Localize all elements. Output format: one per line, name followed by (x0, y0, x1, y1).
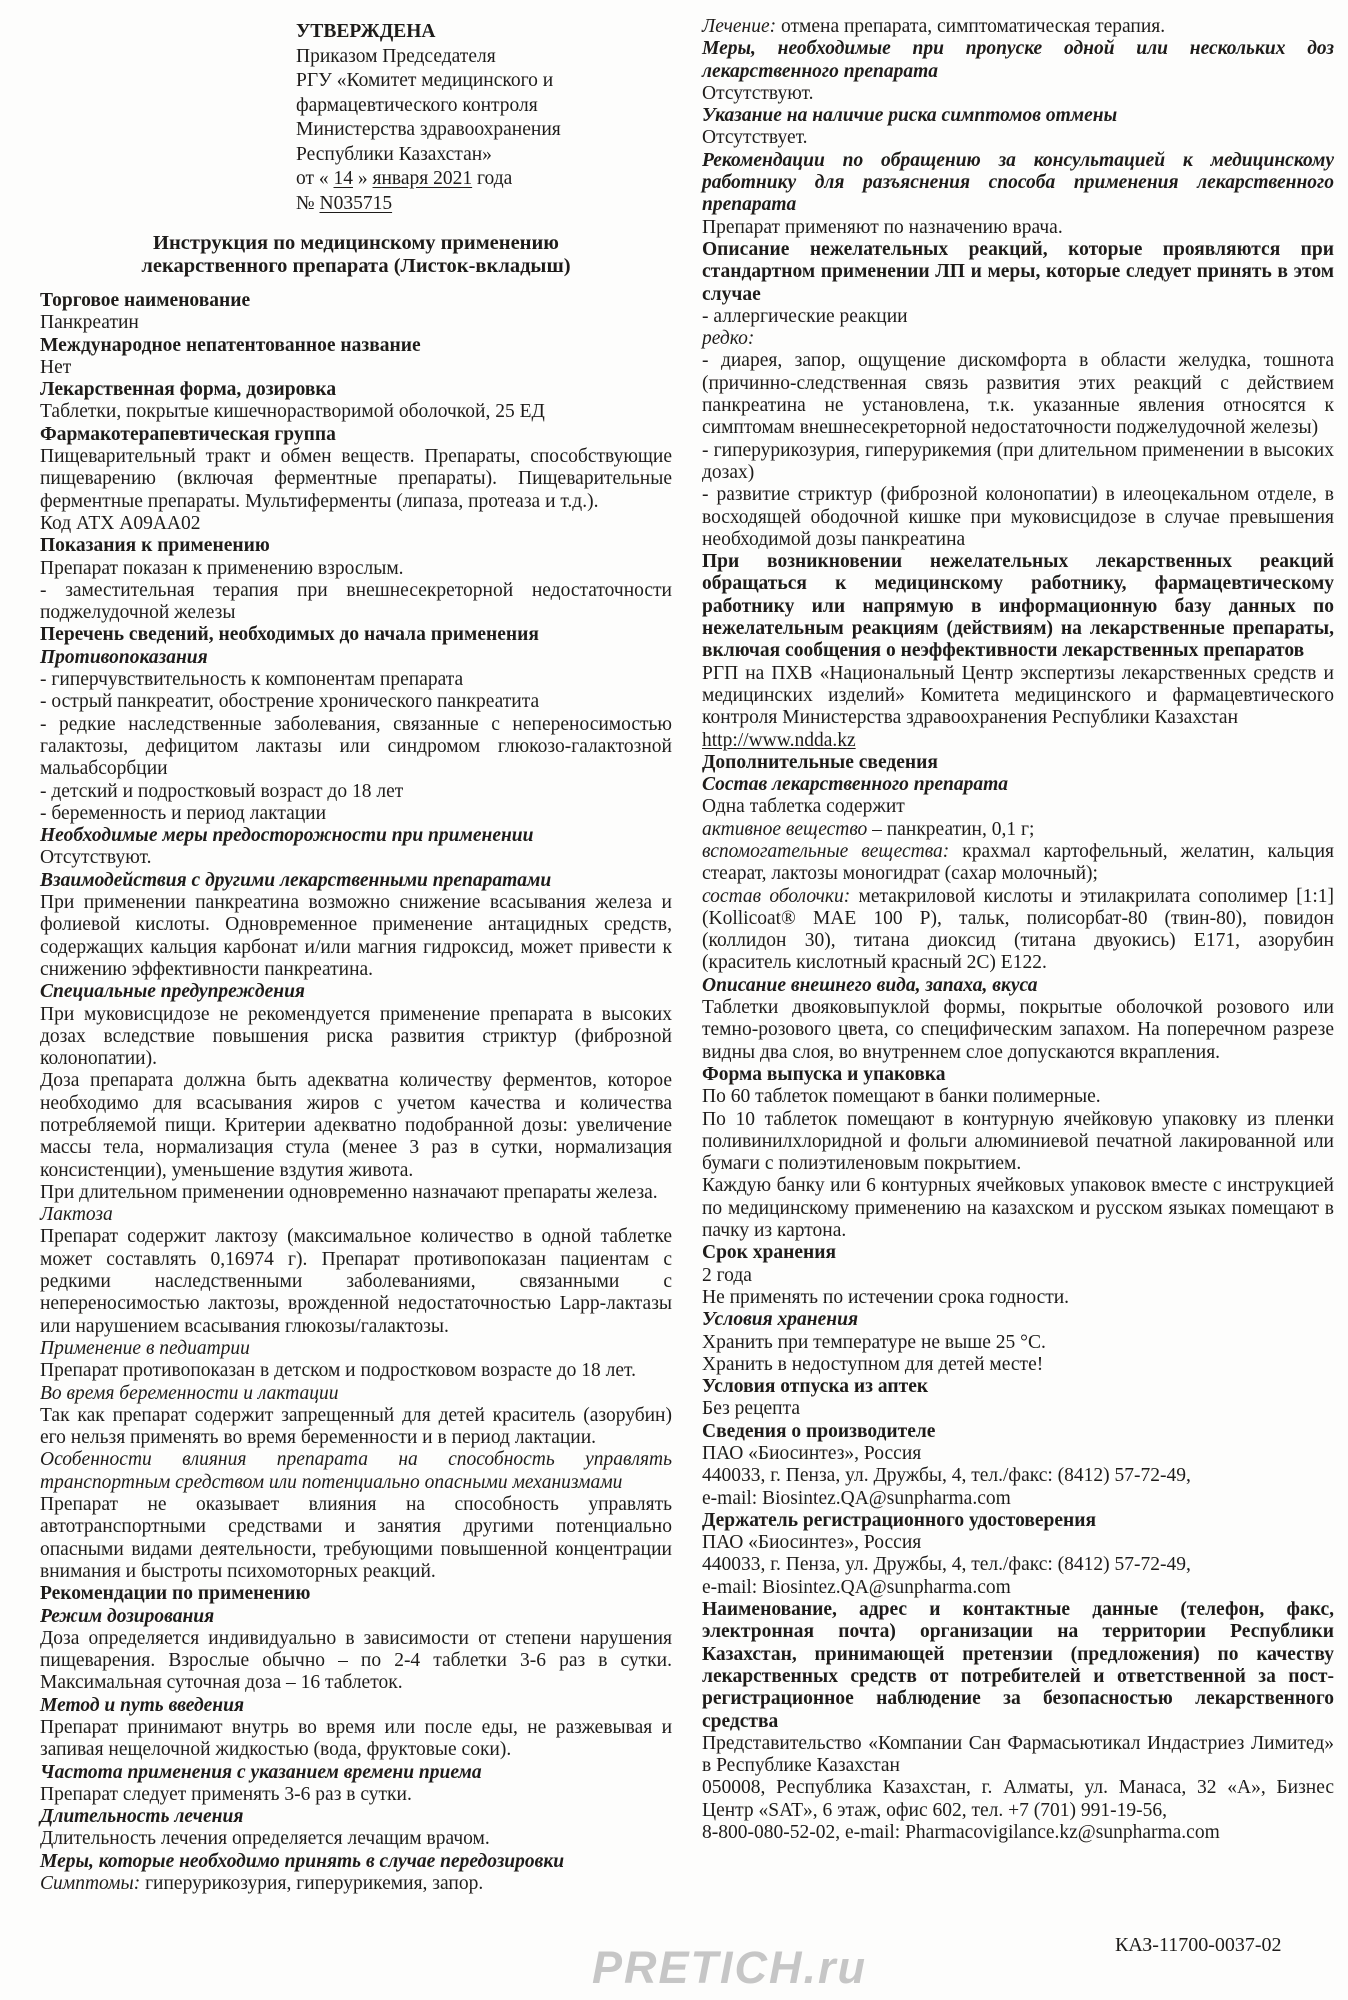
paragraph: РГП на ПХВ «Национальный Центр экспертизы лекарственных средств и медицинских изделий» Комитета медицинского и фармацевтического контроля Министерства здравоохранения Республики Казахстан (702, 662, 1334, 729)
paragraph: Так как препарат содержит запрещенный для детей краситель (азорубин) его нельзя применять во время беременности и в период лактации. (40, 1404, 672, 1449)
paragraph (40, 1873, 672, 1895)
subsection-heading: Меры, необходимые при пропуске одной или нескольких доз лекарственного препарата (702, 38, 1334, 82)
italic-heading: редко: (702, 328, 755, 350)
subsection-heading: Взаимодействия с другими лекарственными препаратами (40, 869, 552, 891)
paragraph-text: крахмал картофельный, желатин, кальция стеарат, лактозы моногидрат (сахар молочный); (702, 840, 1334, 885)
section-heading: Лекарственная форма, дозировка (40, 379, 337, 401)
approval-text: года (472, 168, 513, 189)
paragraph: e-mail: Biosintez.QA@sunpharma.com (702, 1576, 1011, 1598)
paragraph: Нет (40, 356, 72, 378)
section-heading: Наименование, адрес и контактные данные (телефон, факс, электронная почта) организации на территории Республики Казахстан, принимающей претензии (предложения) по качеству лекарственных средств от потребителей и ответственной за пост-регистрационное наблюдение за безопасностью лекарственного средства (702, 1599, 1334, 1732)
paragraph-text: отмена препарата, симптоматическая терапия. (776, 16, 1166, 37)
approval-line (296, 192, 672, 217)
paragraph: По 60 таблеток помещают в банки полимерные. (702, 1086, 1101, 1108)
paragraph: Код АТХ А09АА02 (40, 512, 201, 534)
italic-heading: Применение в педиатрии (40, 1337, 250, 1359)
section-heading: Рекомендации по применению (40, 1583, 311, 1605)
section-heading: Международное непатентованное название (40, 334, 421, 356)
approval-line: фармацевтического контроля (296, 94, 538, 116)
paragraph-text: метакриловой кислоты и этилакрилата сополимер [1:1] (Kollicoat® MAE 100 P), тальк, полисорбат-80 (твин-80), повидон (коллидон 30), титана диоксид (титана двуокись) Е171, азорубин (краситель кислотный красный 2С) Е122. (702, 885, 1334, 974)
section-heading: Держатель регистрационного удостоверения (702, 1509, 1097, 1531)
underlined-value: января 2021 (372, 168, 473, 189)
approval-stamp (296, 20, 672, 216)
section-heading: Фармакотерапевтическая группа (40, 423, 336, 445)
paragraph-text: – панкреатин, 0,1 г; (867, 818, 1035, 840)
paragraph (702, 819, 1334, 841)
subsection-heading: Условия хранения (702, 1309, 858, 1331)
paragraph: Представительство «Компании Сан Фармасьютикал Индастриез Лимитед» в Республике Казахстан (702, 1732, 1334, 1777)
paragraph: По 10 таблеток помещают в контурную ячейковую упаковку из пленки поливинилхлоридной и фольги алюминиевой печатной лакированной или бумаги с полиэтиленовым покрытием. (702, 1108, 1334, 1175)
paragraph (702, 841, 1334, 886)
paragraph: Таблетки, покрытые кишечнорастворимой оболочкой, 25 ЕД (40, 401, 545, 423)
paragraph: Длительность лечения определяется лечащим врачом. (40, 1828, 490, 1850)
paragraph: 440033, г. Пенза, ул. Дружбы, 4, тел./факс: (8412) 57-72-49, (702, 1465, 1191, 1487)
paragraph: 440033, г. Пенза, ул. Дружбы, 4, тел./факс: (8412) 57-72-49, (702, 1554, 1191, 1576)
subsection-heading: Состав лекарственного препарата (702, 774, 1009, 796)
paragraph: Хранить при температуре не выше 25 °С. (702, 1331, 1046, 1353)
section-heading: Сведения о производителе (702, 1420, 936, 1442)
paragraph: Препарат содержит лактозу (максимальное количество в одной таблетке может составлять 0,16974 г). Препарат противопоказан пациентам с редкими наследственными заболеваниями, связанными с непереносимостью лактозы, врожденной недостаточностью Lapp-лактазы или нарушением всасывания глюкозы/галактозы. (40, 1226, 672, 1337)
section-heading: Показания к применению (40, 535, 270, 557)
doc-title-line: лекарственного препарата (Листок-вкладыш) (141, 255, 571, 277)
subsection-heading: Частота применения с указанием времени приема (40, 1761, 482, 1783)
lead-term: Лечение: (702, 16, 777, 37)
section-heading: Торговое наименование (40, 290, 251, 311)
underlined-value: N035715 (319, 192, 393, 214)
paragraph: ПАО «Биосинтез», Россия (702, 1532, 922, 1554)
paragraph: 2 года (702, 1264, 752, 1286)
subsection-heading: Необходимые меры предосторожности при применении (40, 825, 534, 847)
lead-term: состав оболочки: (702, 885, 851, 907)
paragraph: ПАО «Биосинтез», Россия (702, 1443, 922, 1464)
approval-text: от « (296, 168, 334, 189)
section-heading: Дополнительные сведения (702, 751, 938, 773)
italic-heading: Во время беременности и лактации (40, 1382, 339, 1404)
paragraph: Таблетки двояковыпуклой формы, покрытые оболочкой розового или темно-розового цвета, со специфическим запахом. На поперечном разрезе видны два слоя, во внутреннем слое допускаются вкрапления. (702, 997, 1334, 1063)
paragraph: Препарат противопоказан в детском и подростковом возрасте до 18 лет. (40, 1360, 636, 1382)
paragraph: Без рецепта (702, 1398, 801, 1420)
paragraph: - редкие наследственные заболевания, связанные с непереносимостью галактозы, дефицитом лактазы или синдромом глюкозо-галактозной мальабсорбции (40, 713, 672, 780)
paragraph: - развитие стриктур (фиброзной колонопатии) в илеоцекальном отделе, в восходящей ободочной кишке при муковисцидозе в случае превышения необходимой дозы панкреатина (702, 484, 1334, 550)
paragraph: Препарат не оказывает влияния на способность управлять автотранспортными средствами и занятия другими потенциально опасными видами деятельности, требующими повышенной концентрации внимания и быстроты психомоторных реакций. (40, 1494, 672, 1582)
paragraph: Каждую банку или 6 контурных ячейковых упаковок вместе с инструкцией по медицинскому применению на казахском и русском языках помещают в пачку из картона. (702, 1175, 1334, 1242)
paragraph: - аллергические реакции (702, 305, 908, 327)
subsection-heading: Длительность лечения (40, 1806, 244, 1828)
approval-text: № (296, 192, 320, 214)
paragraph (702, 886, 1334, 975)
section-heading: Условия отпуска из аптек (702, 1376, 929, 1398)
approval-line: УТВЕРЖДЕНА (296, 21, 436, 42)
paragraph: Панкреатин (40, 312, 139, 334)
subsection-heading: Специальные предупреждения (40, 981, 305, 1003)
paragraph: При муковисцидозе не рекомендуется применение препарата в высоких дозах вследствие повышения риска развития стриктур (фиброзной колонопатии). (40, 1003, 672, 1070)
watermark-text: PRETICH.ru (592, 1942, 868, 1993)
approval-line: Министерства здравоохранения (296, 119, 561, 140)
paragraph: - заместительная терапия при внешнесекреторной недостаточности поджелудочной железы (40, 579, 672, 624)
doc-title (40, 232, 672, 278)
paragraph: Пищеварительный тракт и обмен веществ. Препараты, способствующие пищеварению (включая ферментные препараты). Пищеварительные ферментные препараты. Мультиферменты (липаза, протеаза и т.д.). (40, 446, 672, 512)
approval-line (296, 167, 672, 192)
section-heading: Форма выпуска и упаковка (702, 1063, 946, 1085)
paragraph: Одна таблетка содержит (702, 796, 905, 818)
subsection-heading: Рекомендации по обращению за консультацией к медицинскому работнику для разъяснения способа применения лекарственного препарата (702, 149, 1334, 216)
paragraph: e-mail: Biosintez.QA@sunpharma.com (702, 1487, 1011, 1509)
paragraph: Доза препарата должна быть адекватна количеству ферментов, которое необходимо для всасывания жиров с учетом качества и количества потребляемой пищи. Критерии адекватно подобранной дозы: увеличение массы тела, нормализация стула (менее 3 раз в сутки, нормализация консистенции), уменьшение вздутия живота. (40, 1070, 672, 1181)
paragraph: Препарат показан к применению взрослым. (40, 557, 404, 579)
section-heading: При возникновении нежелательных лекарственных реакций обращаться к медицинскому работнику, фармацевтическому работнику или напрямую в информационную базу данных по нежелательным реакциям (действиям) на лекарственные препараты, включая сообщения о неэффективности лекарственных препаратов (702, 551, 1334, 662)
subsection-heading: Метод и путь введения (40, 1694, 244, 1716)
approval-line: РГУ «Комитет медицинского и (296, 70, 554, 91)
right-column (702, 16, 1334, 1844)
subsection-heading: Противопоказания (40, 646, 208, 668)
paragraph: Препарат следует применять 3-6 раз в сутки. (40, 1783, 412, 1805)
paragraph: - диарея, запор, ощущение дискомфорта в области желудка, тошнота (причинно-следственная связь развития этих реакций с действием панкреатина не установлена, т.к. указанные явления относятся к симптомам внешнесекреторной недостаточности поджелудочной железы) (702, 350, 1334, 439)
approval-line: Республики Казахстан» (296, 143, 492, 165)
italic-heading: Особенности влияния препарата на способность управлять транспортным средством или потенциально опасными механизмами (40, 1449, 672, 1493)
subsection-heading: Описание внешнего вида, запаха, вкуса (702, 974, 1038, 996)
paragraph: Доза определяется индивидуально в зависимости от степени нарушения пищеварения. Взрослые обычно – по 2-4 таблетки 3-6 раз в сутки. Максимальная суточная доза – 16 таблеток. (40, 1627, 672, 1694)
paragraph: При применении панкреатина возможно снижение всасывания железа и фолиевой кислоты. Одновременное применение антацидных средств, содержащих кальция карбонат и/или магния гидроксид, может привести к снижению эффективности панкреатина. (40, 892, 672, 980)
paragraph: - острый панкреатит, обострение хронического панкреатита (40, 691, 540, 713)
paragraph: При длительном применении одновременно назначают препараты железа. (40, 1181, 658, 1203)
paragraph: - беременность и период лактации (40, 802, 327, 824)
paragraph: - гиперурикозурия, гиперурикемия (при длительном применении в высоких дозах) (702, 439, 1334, 483)
paragraph-text: гиперурикозурия, гиперурикемия, запор. (140, 1873, 484, 1895)
paragraph: - детский и подростковый возраст до 18 лет (40, 780, 404, 802)
subsection-heading: Указание на наличие риска симптомов отмены (702, 105, 1118, 127)
approval-line: Приказом Председателя (296, 45, 496, 67)
lead-term: вспомогательные вещества: (702, 840, 950, 862)
paragraph: Отсутствует. (702, 127, 808, 149)
underlined-value: 14 (333, 168, 354, 189)
paragraph: Не применять по истечении срока годности. (702, 1286, 1070, 1308)
url-text: http://www.ndda.kz (702, 729, 856, 751)
doc-title-line: Инструкция по медицинскому применению (153, 232, 559, 254)
paragraph (702, 16, 1334, 38)
left-column (40, 14, 672, 1895)
paragraph: 8-800-080-52-02, e-mail: Pharmacovigilance.kz@sunpharma.com (702, 1822, 1220, 1844)
section-heading: Перечень сведений, необходимых до начала применения (40, 624, 539, 646)
italic-heading: Лактоза (40, 1204, 113, 1226)
paragraph: Препарат применяют по назначению врача. (702, 216, 1063, 238)
document-code: КАЗ-11700-0037-02 (1115, 1934, 1282, 1956)
paragraph: - гиперчувствительность к компонентам препарата (40, 669, 464, 691)
section-heading: Срок хранения (702, 1242, 837, 1264)
subsection-heading: Меры, которые необходимо принять в случае передозировки (40, 1850, 565, 1872)
subsection-heading: Режим дозирования (40, 1605, 215, 1627)
paragraph: 050008, Республика Казахстан, г. Алматы, ул. Манаса, 32 «А», Бизнес Центр «SAT», 6 этаж, офис 602, тел. +7 (701) 991-19-56, (702, 1777, 1334, 1821)
paragraph: Отсутствуют. (40, 847, 152, 869)
lead-term: активное вещество (702, 818, 868, 840)
paragraph: Хранить в недоступном для детей месте! (702, 1353, 1044, 1375)
paragraph: Отсутствуют. (702, 82, 814, 104)
approval-text: » (353, 168, 373, 189)
lead-term: Симптомы: (40, 1873, 141, 1895)
section-heading: Описание нежелательных реакций, которые проявляются при стандартном применении ЛП и меры, которые следует принять в этом случае (702, 238, 1334, 305)
paragraph: Препарат принимают внутрь во время или после еды, не разжевывая и запивая нещелочной жидкостью (вода, фруктовые соки). (40, 1717, 672, 1761)
